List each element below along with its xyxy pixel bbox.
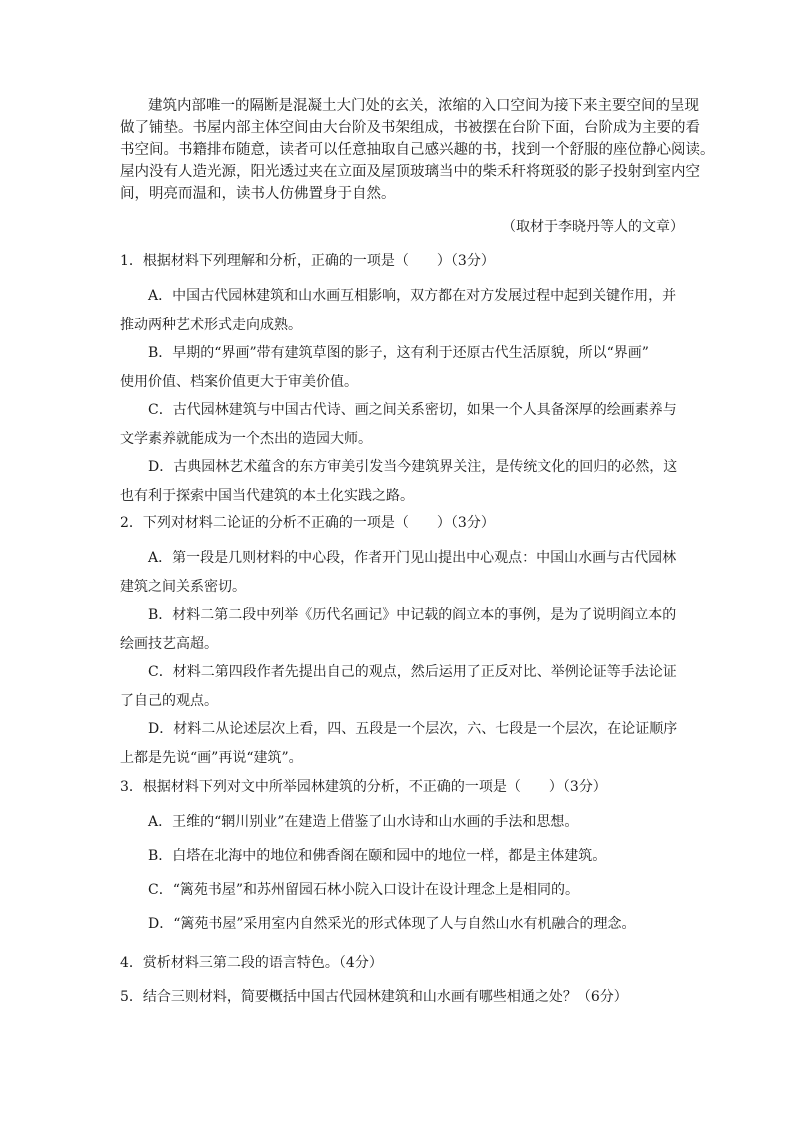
question-1-option-c [120, 396, 680, 454]
passage-line: 屋内没有人造光源，阳光透过夹在立面及屋顶玻璃当中的柴禾秆将斑驳的影子投射到室内空 [120, 164, 700, 180]
option-line: D．“篱苑书屋”采用室内自然采光的形式体现了人与自然山水有机融合的理念。 [148, 916, 636, 932]
option-line: A．王维的“辋川别业”在建造上借鉴了山水诗和山水画的手法和思想。 [148, 814, 579, 830]
option-line: 使用价值、档案价值更大于审美价值。 [120, 374, 358, 390]
option-line: C．“篱苑书屋”和苏州留园石林小院入口设计在设计理念上是相同的。 [148, 882, 580, 898]
passage-paragraph [120, 95, 715, 205]
question-2-option-c [120, 658, 680, 716]
question-2-option-b [120, 601, 680, 659]
question-3-option-a [120, 808, 680, 837]
option-line: B．材料二第二段中列举《历代名画记》中记载的阎立本的事例，是为了说明阎立本的 [148, 607, 677, 623]
option-line: 文学素养就能成为一个杰出的造园大师。 [120, 431, 372, 447]
option-line: A．中国古代园林建筑和山水画互相影响，双方都在对方发展过程中起到关键作用，并 [148, 288, 677, 304]
option-line: 推动两种艺术形式走向成熟。 [120, 317, 302, 333]
option-line: 了自己的观点。 [120, 693, 218, 709]
question-3-option-b [120, 842, 680, 871]
question-1-option-b [120, 339, 680, 397]
question-5-stem: 5．结合三则材料，简要概括中国古代园林建筑和山水画有哪些相通之处？（6分） [120, 989, 628, 1005]
option-line: B．白塔在北海中的地位和佛香阁在颐和园中的地位一样，都是主体建筑。 [148, 848, 607, 864]
question-3-option-d [120, 910, 680, 939]
question-1-option-d [120, 453, 680, 511]
passage-line: 建筑内部唯一的隔断是混凝土大门处的玄关，浓缩的入口空间为接下来主要空间的呈现 [148, 98, 699, 114]
question-2-stem: 2．下列对材料二论证的分析不正确的一项是（ ）（3分） [120, 515, 495, 531]
question-3-stem: 3．根据材料下列对文中所举园林建筑的分析，不正确的一项是（ ）（3分） [120, 779, 607, 795]
passage-line: 做了铺垫。书屋内部主体空间由大台阶及书架组成，书被摆在台阶下面，台阶成为主要的看 [120, 120, 700, 136]
passage-source: （取材于李晓丹等人的文章） [502, 219, 684, 235]
option-line: 绘画技艺高超。 [120, 636, 218, 652]
option-line: 建筑之间关系密切。 [120, 579, 246, 595]
option-line: C．古代园林建筑与中国古代诗、画之间关系密切，如果一个人具备深厚的绘画素养与 [148, 402, 677, 418]
question-1-stem: 1．根据材料下列理解和分析，正确的一项是（ ）（3分） [120, 253, 495, 269]
question-1-option-a [120, 282, 680, 340]
question-2-option-d [120, 715, 680, 773]
option-line: A．第一段是几则材料的中心段，作者开门见山提出中心观点：中国山水画与古代园林 [148, 550, 677, 566]
option-line: 上都是先说“画”再说“建筑”。 [120, 750, 303, 766]
option-line: B．早期的“界画”带有建筑草图的影子，这有利于还原古代生活原貌，所以“界画” [148, 345, 649, 361]
passage-line: 间，明亮而温和，读书人仿佛置身于自然。 [120, 186, 396, 202]
passage-line: 书空间。书籍排布随意，读者可以任意抽取自己感兴趣的书，找到一个舒服的座位静心阅读。 [120, 142, 715, 158]
option-line: D．材料二从论述层次上看，四、五段是一个层次，六、七段是一个层次，在论证顺序 [148, 721, 678, 737]
option-line: 也有利于探索中国当代建筑的本土化实践之路。 [120, 488, 414, 504]
option-line: C．材料二第四段作者先提出自己的观点，然后运用了正反对比、举例论证等手法论证 [148, 664, 677, 680]
question-2-option-a [120, 544, 680, 602]
option-line: D．古典园林艺术蕴含的东方审美引发当今建筑界关注，是传统文化的回归的必然，这 [148, 459, 678, 475]
question-4-stem: 4．赏析材料三第二段的语言特色。（4分） [120, 955, 383, 971]
question-3-option-c [120, 876, 680, 905]
